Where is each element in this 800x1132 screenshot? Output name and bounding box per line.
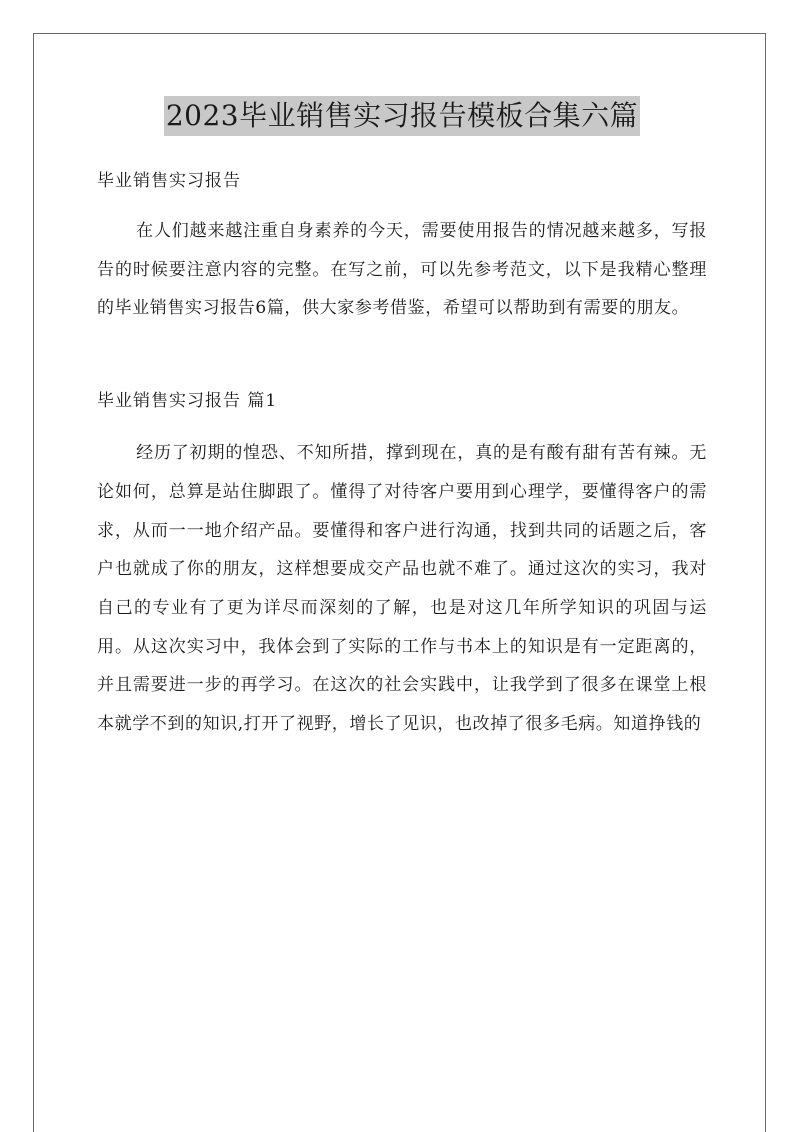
title-block — [97, 96, 707, 140]
intro-heading: 毕业销售实习报告 — [97, 171, 241, 191]
document-title: 2023毕业销售实习报告模板合集六篇 — [164, 96, 640, 136]
section1-heading: 毕业销售实习报告 篇1 — [97, 391, 278, 412]
document-content — [97, 96, 707, 744]
intro-paragraph: 在人们越来越注重自身素养的今天，需要使用报告的情况越来越多，写报告的时候要注意内容的完整。在写之前，可以先参考范文，以下是我精心整理的毕业销售实习报告6篇，供大家参考借鉴，希望可以帮助到有需要的朋友。 — [97, 221, 707, 319]
section1-paragraph: 经历了初期的惶恐、不知所措，撑到现在，真的是有酸有甜有苦有辣。无论如何，总算是站住脚跟了。懂得了对待客户要用到心理学，要懂得客户的需求，从而一一地介绍产品。要懂得和客户进行沟通，找到共同的话题之后，客户也就成了你的朋友，这样想要成交产品也就不难了。通过这次的实习，我对自己的专业有了更为详尽而深刻的了解，也是对这几年所学知识的巩固与运用。从这次实习中，我体会到了实际的工作与书本上的知识是有一定距离的，并且需要进一步的再学习。在这次的社会实践中，让我学到了很多在课堂上根本就学不到的知识,打开了视野，增长了见识，也改掉了很多毛病。知道挣钱的 — [97, 443, 707, 735]
